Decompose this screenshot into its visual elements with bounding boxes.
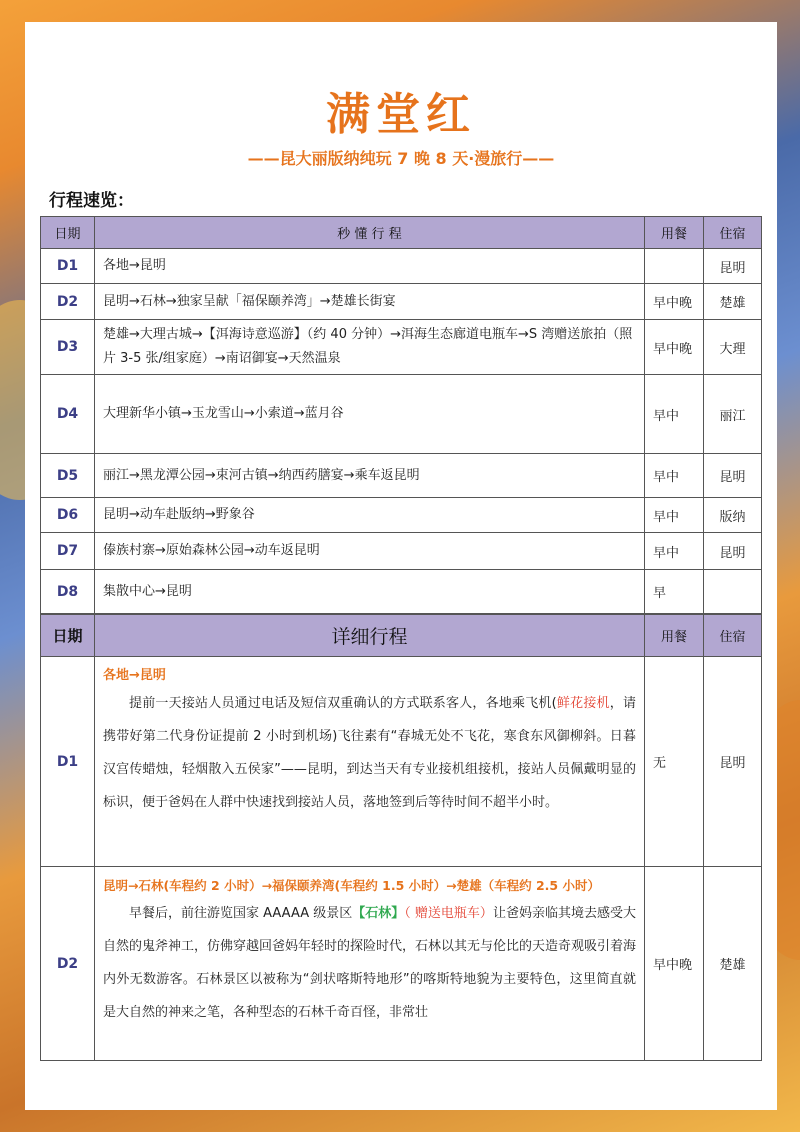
table-row (41, 570, 762, 614)
detail-text: 早餐后，前往游览国家 AAAAA 级景区 (129, 906, 353, 921)
page-subtitle: ——昆大丽版纳纯玩 7 晚 8 天·漫旅行—— (247, 149, 555, 168)
detail-paragraph (103, 687, 636, 819)
meal-cell: 早 (645, 570, 704, 614)
stay-cell: 版纳 (704, 498, 762, 533)
detail-text: 提前一天接站人员通过电话及短信双重确认的方式联系客人，各地乘飞机( (129, 696, 557, 711)
section-label: 行程速览： (49, 191, 134, 211)
table-row (41, 498, 762, 533)
route-cell: 昆明→动车赴版纳→野象谷 (95, 498, 645, 533)
highlight-text: （ 赠送电瓶车） (404, 906, 493, 921)
day-cell: D4 (41, 375, 95, 454)
stay-cell: 昆明 (704, 249, 762, 284)
meal-cell: 早中晚 (645, 284, 704, 320)
detail-text: ，请携带好第二代身份证提前 2 小时到机场)飞往素有“春城无处不飞花，寒食东风御柳斜。日暮汉宫传蜡烛，轻烟散入五侯家”——昆明，到达当天有专业接机组接机，接站人员佩戴明显的标识，便于爸妈在人群中快速找到接站人员，落地签到后等待时间不超半小时。 (103, 696, 636, 810)
detail-heading: 昆明→石林(车程约 2 小时）→福保颐养湾(车程约 1.5 小时）→楚雄（车程约 2.5 小时） (103, 878, 600, 893)
column-header-meal: 用餐 (645, 615, 704, 657)
stay-cell: 昆明 (704, 533, 762, 570)
meal-cell: 早中 (645, 375, 704, 454)
table-row (41, 533, 762, 570)
table-row (41, 375, 762, 454)
meal-cell: 早中晚 (645, 320, 704, 375)
day-cell: D5 (41, 454, 95, 498)
table-row (41, 284, 762, 320)
highlight-text: 鲜花接机 (556, 696, 610, 711)
day-cell: D7 (41, 533, 95, 570)
overview-table (40, 216, 762, 614)
route-cell: 大理新华小镇→玉龙雪山→小索道→蓝月谷 (95, 375, 645, 454)
route-cell: 各地→昆明 (95, 249, 645, 284)
detail-header-row (41, 615, 762, 657)
day-cell: D6 (41, 498, 95, 533)
detail-heading: 各地→昆明 (103, 668, 166, 683)
highlight-text: 【石林】 (352, 906, 405, 921)
document-page (25, 22, 777, 1110)
column-header-stay: 住宿 (704, 615, 762, 657)
stay-cell: 楚雄 (704, 284, 762, 320)
detail-text: 让爸妈亲临其境去感受大自然的鬼斧神工，仿佛穿越回爸妈年轻时的探险时代，石林以其无与伦比的天造奇观吸引着海内外无数游客。石林景区以被称为“剑状喀斯特地形”的喀斯特地貌为主要特色，这里简直就是大自然的神来之笔，各种型态的石林千奇百怪，非常壮 (103, 906, 637, 1020)
table-row (41, 249, 762, 284)
table-row (41, 454, 762, 498)
detail-table (40, 614, 762, 1061)
stay-cell: 楚雄 (704, 867, 762, 1061)
column-header-meal: 用餐 (645, 217, 704, 249)
page-title: 满堂红 (326, 89, 476, 140)
day-cell: D1 (41, 657, 95, 867)
meal-cell: 无 (645, 657, 704, 867)
table-row (41, 657, 762, 867)
meal-cell: 早中 (645, 498, 704, 533)
column-header-stay: 住宿 (704, 217, 762, 249)
detail-cell (95, 657, 645, 867)
route-cell: 傣族村寨→原始森林公园→动车返昆明 (95, 533, 645, 570)
route-cell: 昆明→石林→独家呈献「福保颐养湾」→楚雄长街宴 (95, 284, 645, 320)
day-cell: D2 (41, 867, 95, 1061)
stay-cell: 昆明 (704, 657, 762, 867)
meal-cell: 早中 (645, 533, 704, 570)
meal-cell: 早中 (645, 454, 704, 498)
route-cell: 丽江→黑龙潭公园→束河古镇→纳西药膳宴→乘车返昆明 (95, 454, 645, 498)
stay-cell: 大理 (704, 320, 762, 375)
table-row (41, 867, 762, 1061)
stay-cell (704, 570, 762, 614)
detail-paragraph (103, 897, 636, 1029)
column-header-detail: 详细行程 (95, 615, 645, 657)
column-header-date: 日期 (41, 615, 95, 657)
overview-header-row (41, 217, 762, 249)
day-cell: D1 (41, 249, 95, 284)
day-cell: D3 (41, 320, 95, 375)
day-cell: D2 (41, 284, 95, 320)
route-cell: 集散中心→昆明 (95, 570, 645, 614)
stay-cell: 昆明 (704, 454, 762, 498)
table-row (41, 320, 762, 375)
route-cell: 楚雄→大理古城→【洱海诗意巡游】（约 40 分钟）→洱海生态廊道电瓶车→S 湾赠送旅拍（照片 3-5 张/组家庭）→南诏御宴→天然温泉 (95, 320, 645, 375)
column-header-route: 秒 懂 行 程 (95, 217, 645, 249)
detail-cell (95, 867, 645, 1061)
day-cell: D8 (41, 570, 95, 614)
meal-cell: 早中晚 (645, 867, 704, 1061)
stay-cell: 丽江 (704, 375, 762, 454)
meal-cell (645, 249, 704, 284)
column-header-date: 日期 (41, 217, 95, 249)
